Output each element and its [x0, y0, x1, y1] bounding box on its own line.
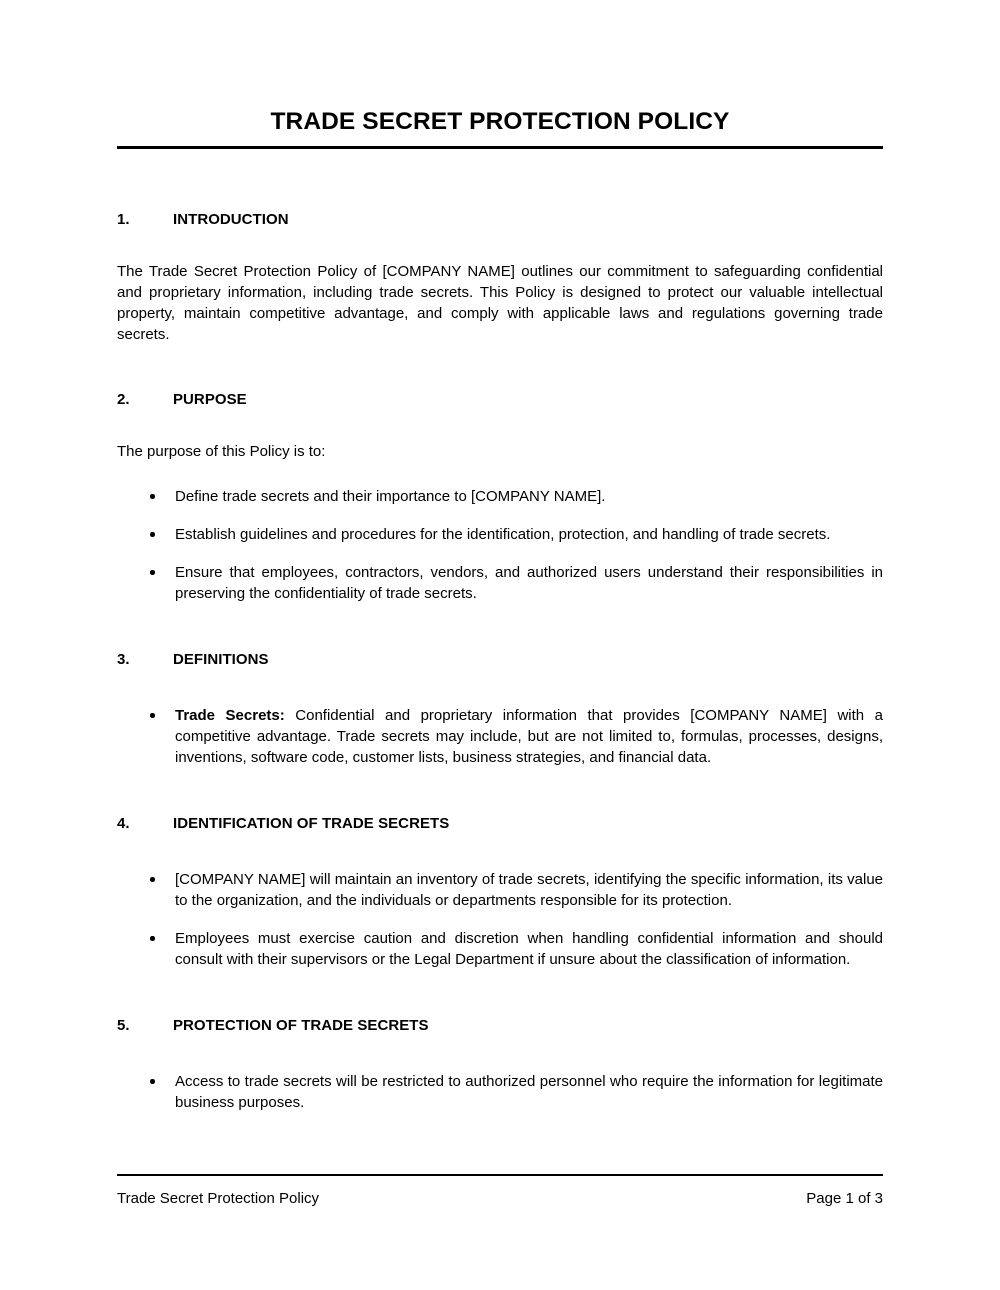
bullet-icon — [150, 494, 155, 499]
document-body — [117, 0, 883, 1113]
protection-bullet-list — [117, 1071, 883, 1113]
footer-row — [117, 1189, 883, 1209]
list-item-text: Define trade secrets and their importance to [COMPANY NAME]. — [175, 488, 606, 506]
bullet-icon — [150, 936, 155, 941]
definitions-bullet-list — [117, 705, 883, 768]
list-item — [117, 486, 883, 507]
list-item — [117, 1071, 883, 1113]
section-title: PROTECTION OF TRADE SECRETS — [173, 1017, 429, 1035]
footer-document-name: Trade Secret Protection Policy — [117, 1190, 320, 1207]
section-heading-definitions — [117, 651, 883, 668]
purpose-bullet-list — [117, 486, 883, 604]
bullet-icon — [150, 713, 155, 718]
list-item — [117, 869, 883, 911]
bullet-icon — [150, 570, 155, 575]
page-footer — [117, 1174, 883, 1209]
purpose-lead-in: The purpose of this Policy is to: — [117, 443, 326, 461]
list-item-text: Employees must exercise caution and discretion when handling confidential information and should consult with their supervisors or the Legal Department if unsure about the classification of information. — [175, 930, 883, 969]
identification-bullet-list — [117, 869, 883, 970]
list-item-text: Establish guidelines and procedures for the identification, protection, and handling of trade secrets. — [175, 526, 831, 544]
list-item-text: Ensure that employees, contractors, vendors, and authorized users understand their responsibilities in preserving the confidentiality of trade secrets. — [175, 564, 883, 603]
section-number: 5. — [117, 1017, 130, 1035]
list-item — [117, 524, 883, 545]
title-divider — [117, 146, 883, 149]
section-number: 1. — [117, 211, 130, 229]
list-item — [117, 928, 883, 970]
section-title: DEFINITIONS — [173, 651, 269, 669]
definition-term: Trade Secrets: — [175, 707, 285, 725]
section-heading-protection — [117, 1017, 883, 1034]
introduction-paragraph: The Trade Secret Protection Policy of [COMPANY NAME] outlines our commitment to safeguarding confidential and proprietary information, including trade secrets. This Policy is designed to protect our valuable intellectual property, maintain competitive advantage, and comply with applicable laws and regulations governing trade secrets. — [117, 263, 883, 344]
list-item — [117, 562, 883, 604]
section-number: 3. — [117, 651, 130, 669]
footer-divider — [117, 1174, 883, 1176]
section-title: PURPOSE — [173, 391, 247, 409]
section-heading-introduction — [117, 211, 883, 228]
section-number: 4. — [117, 815, 130, 833]
page-title: TRADE SECRET PROTECTION POLICY — [270, 108, 730, 135]
bullet-icon — [150, 532, 155, 537]
list-item-text: Access to trade secrets will be restricted to authorized personnel who require the information for legitimate business purposes. — [175, 1073, 883, 1112]
bullet-icon — [150, 1079, 155, 1084]
section-title: IDENTIFICATION OF TRADE SECRETS — [173, 815, 450, 833]
section-number: 2. — [117, 391, 130, 409]
section-heading-identification — [117, 815, 883, 832]
list-item — [117, 705, 883, 768]
bullet-icon — [150, 877, 155, 882]
section-title: INTRODUCTION — [173, 211, 289, 229]
footer-page-number: Page 1 of 3 — [806, 1190, 883, 1207]
list-item-text: [COMPANY NAME] will maintain an inventory of trade secrets, identifying the specific information, its value to the organization, and the individuals or departments responsible for its protection. — [175, 871, 883, 910]
definition-text: Confidential and proprietary information that provides [COMPANY NAME] with a competitive advantage. Trade secrets may include, but are not limited to, formulas, processes, designs, inventions, software code, customer lists, business strategies, and financial data. — [175, 707, 883, 767]
section-heading-purpose — [117, 391, 883, 408]
